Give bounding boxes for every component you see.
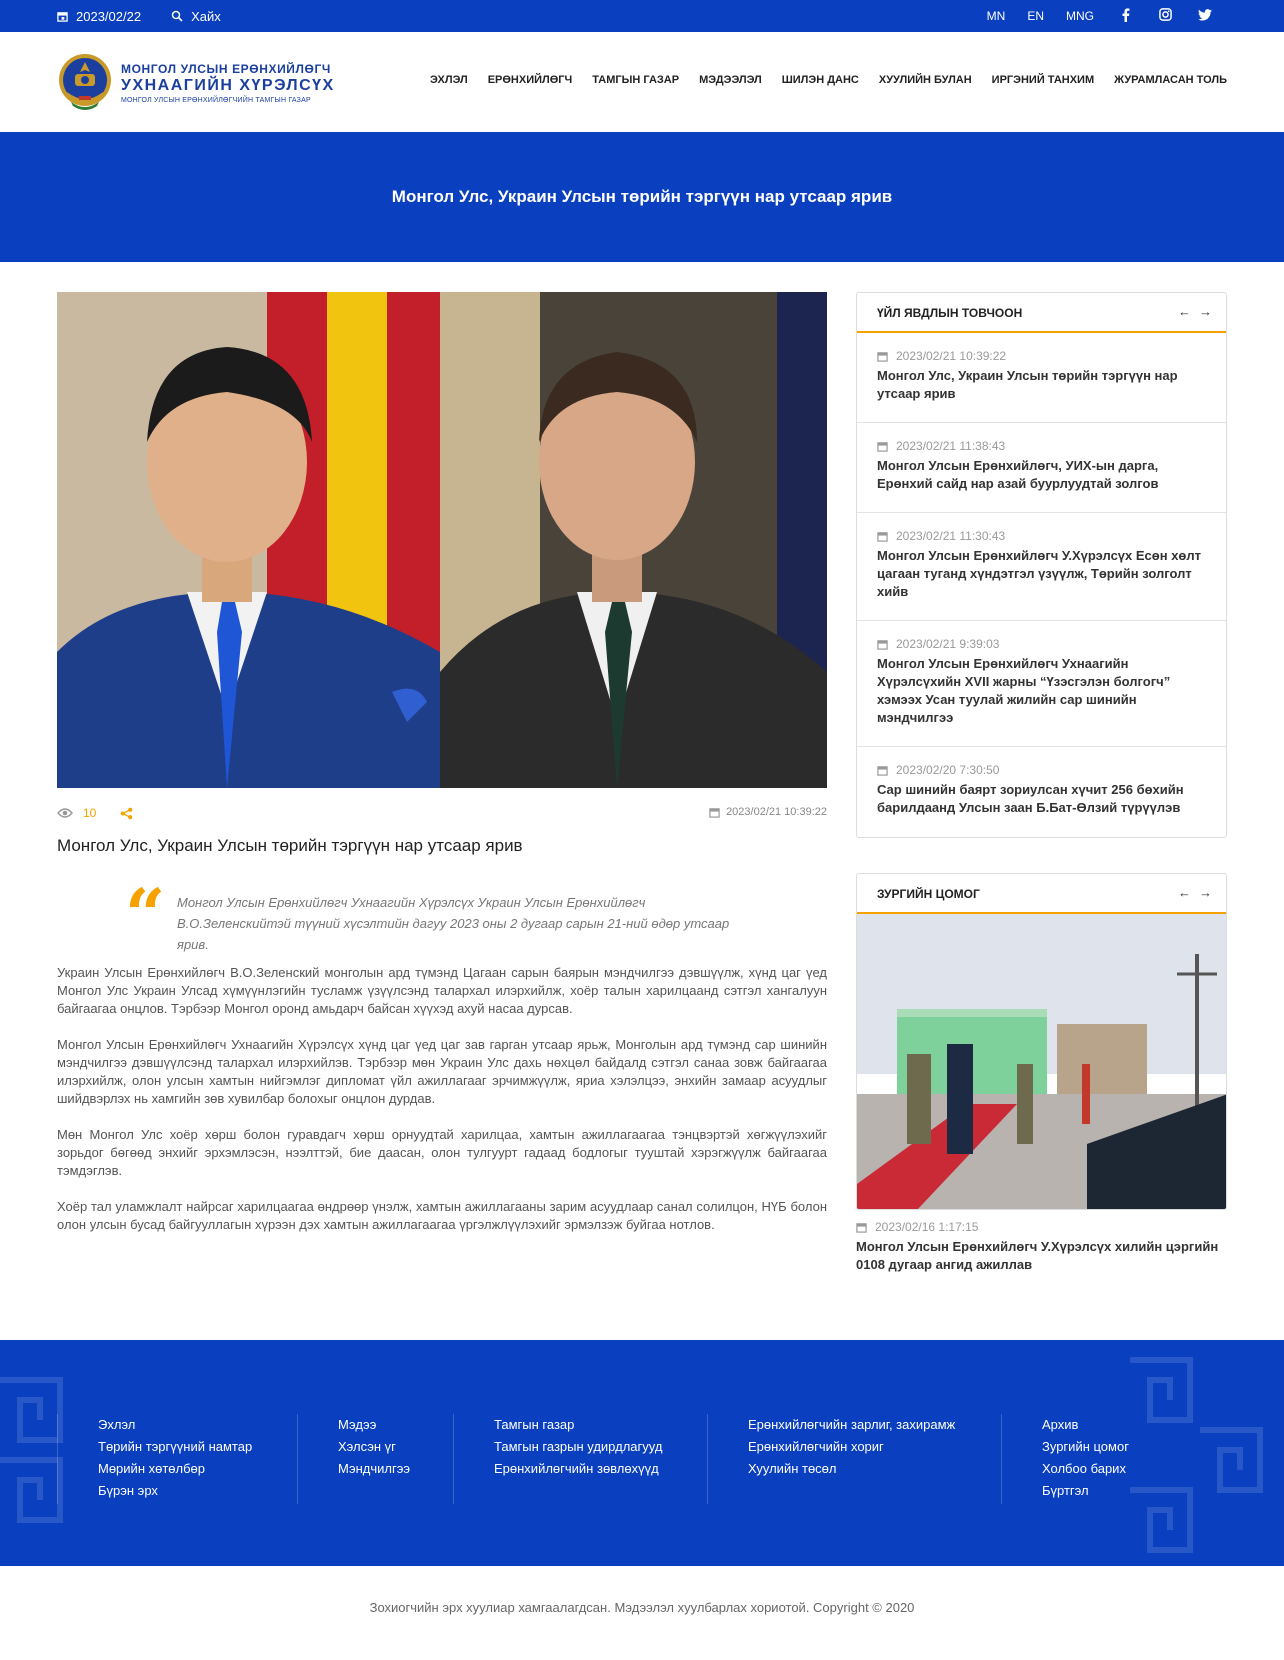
- calendar-icon: [877, 441, 888, 452]
- news-date: 2023/02/20 7:30:50: [896, 763, 1000, 777]
- news-date: 2023/02/21 9:39:03: [896, 637, 1000, 651]
- search-link[interactable]: [171, 9, 221, 24]
- news-date: 2023/02/21 11:30:43: [896, 529, 1006, 543]
- footer-link[interactable]: Холбоо барих: [1042, 1461, 1126, 1476]
- arrow-right-icon[interactable]: →: [1199, 885, 1212, 900]
- gallery-panel: [856, 873, 1227, 1210]
- footer-link[interactable]: Ерөнхийлөгчийн хориг: [748, 1439, 884, 1454]
- date-text: 2023/02/22: [76, 8, 142, 24]
- news-item[interactable]: [857, 423, 1226, 513]
- news-item[interactable]: [857, 747, 1226, 835]
- news-title[interactable]: Монгол Улсын Ерөнхийлөгч У.Хүрэлсүх Есөн хөлт цагаан туганд хүндэтгэл үзүүлж, Төрийн золголт хийв: [877, 548, 1201, 599]
- footer-link[interactable]: Архив: [1042, 1417, 1079, 1432]
- nav-citizens[interactable]: ИРГЭНИЙ ТАНХИМ: [991, 74, 1095, 86]
- calendar-icon: [57, 11, 68, 22]
- footer-link[interactable]: Бүрэн эрх: [98, 1483, 158, 1498]
- footer-link[interactable]: Эхлэл: [98, 1417, 136, 1432]
- news-item[interactable]: [857, 513, 1226, 621]
- gallery-date: 2023/02/16 1:17:15: [875, 1220, 979, 1234]
- calendar-icon: [856, 1222, 867, 1233]
- nav-news[interactable]: МЭДЭЭЛЭЛ: [699, 74, 762, 86]
- footer-link[interactable]: Тамгын газар: [494, 1417, 575, 1432]
- article-paragraph: Хоёр тал уламжлалт найрсаг харилцаагаа өндрөөр үнэлж, хамтын ажиллагааны зарим асуудлаар санал солилцон, НҮБ болон олон улсын бусад байгууллагын хүрээн дэх хамтын ажиллагаагаа үргэлжлүүлэхийг эрмэлзэж буйгаа нотлов.: [57, 1199, 827, 1232]
- footer-col-5: [1001, 1414, 1129, 1504]
- footer-col-4: [707, 1414, 955, 1504]
- hero-banner: [0, 132, 1284, 262]
- article-title: Монгол Улс, Украин Улсын төрийн тэргүүн нар утсаар ярив: [57, 836, 523, 855]
- footer-col-1: [57, 1414, 252, 1504]
- hero-title: Монгол Улс, Украин Улсын төрийн тэргүүн нар утсаар ярив: [391, 187, 893, 206]
- article-paragraph: Мөн Монгол Улс хоёр хөрш болон гуравдагч хөрш орнуудтай харилцаа, хамтын ажиллагаагаа тэнцвэртэй хөгжүүлэхийг зорьдог бөгөөд энхийг эрхэмлэсэн, нээлттэй, бие даасан, олон тулгуурт гадаад бодлогыг тууштай хэрэгжүүлж байгаагаа тэмдэглэв.: [57, 1127, 827, 1178]
- news-title[interactable]: Монгол Улсын Ерөнхийлөгч, УИХ-ын дарга, Ерөнхий сайд нар азай буурлуудтай золгов: [877, 458, 1159, 491]
- share-icon[interactable]: [120, 807, 133, 820]
- news-item[interactable]: [857, 621, 1226, 747]
- twitter-icon[interactable]: [1196, 9, 1214, 24]
- gallery-panel-title: ЗУРГИЙН ЦОМОГ: [877, 887, 980, 901]
- news-item[interactable]: [857, 333, 1226, 423]
- footer-link[interactable]: Мэндчилгээ: [338, 1461, 411, 1476]
- article-paragraph: Монгол Улсын Ерөнхийлөгч Ухнаагийн Хүрэлсүх хүнд цаг үед цаг зав гарган утсаар ярьж, Монголын ард түмэнд сар шинийн мэндчилгээ дэвшүүлсэнд талархал илэрхийлэв. Тэрбээр мөн Украин Улс дахь нөхцөл байдалд сэтгэл санаа зовж байгаагаа илэрхийлж, олон улсын хамтын нийгэмлэг дипломат үйл ажиллагааг эрчимжүүлж, яриа хэлэлцээ, энхийн замаар асуудлыг шийдвэрлэх нь хамгийн зөв хувилбар болохыг онцлон дурдав.: [57, 1037, 827, 1106]
- current-date: [57, 9, 141, 24]
- gallery-photo[interactable]: [857, 914, 1227, 1210]
- footer-link[interactable]: Мэдээ: [338, 1417, 377, 1432]
- calendar-icon: [877, 765, 888, 776]
- eye-icon: [57, 807, 73, 819]
- arrow-left-icon[interactable]: ←: [1178, 304, 1191, 319]
- arrow-left-icon[interactable]: ←: [1178, 885, 1191, 900]
- logo-line1: МОНГОЛ УЛСЫН ЕРӨНХИЙЛӨГЧ: [121, 62, 331, 76]
- article-meta: [57, 806, 827, 822]
- news-date: 2023/02/21 11:38:43: [896, 439, 1006, 453]
- calendar-icon: [877, 639, 888, 650]
- footer-col-2: [297, 1414, 410, 1504]
- gallery-title[interactable]: Монгол Улсын Ерөнхийлөгч У.Хүрэлсүх хилийн цэргийн 0108 дугаар ангид ажиллав: [856, 1239, 1219, 1272]
- footer-link[interactable]: Ерөнхийлөгчийн зарлиг, захирамж: [748, 1417, 956, 1432]
- top-bar: [0, 0, 1284, 32]
- calendar-icon: [877, 531, 888, 542]
- nav-office[interactable]: ТАМГЫН ГАЗАР: [592, 74, 680, 86]
- calendar-icon: [709, 807, 720, 818]
- quote-icon: “: [125, 873, 166, 956]
- article-body: [57, 964, 827, 1252]
- lang-mng[interactable]: MNG: [1066, 9, 1094, 23]
- footer-link[interactable]: Төрийн тэргүүний намтар: [98, 1439, 253, 1454]
- instagram-icon[interactable]: [1156, 8, 1174, 24]
- footer-link[interactable]: Хуулийн төсөл: [748, 1461, 837, 1476]
- quote-text: Монгол Улсын Ерөнхийлөгч Ухнаагийн Хүрэлсүх Украин Улсын Ерөнхийлөгч В.О.Зеленскийтэй түүний хүсэлтийн дагуу 2023 оны 2 дугаар сарын 21-ний өдөр утсаар ярив.: [177, 895, 730, 952]
- search-label: Хайх: [191, 8, 221, 24]
- footer-link[interactable]: Бүртгэл: [1042, 1483, 1089, 1498]
- calendar-icon: [877, 351, 888, 362]
- site-header: [0, 32, 1284, 132]
- news-title[interactable]: Монгол Улс, Украин Улсын төрийн тэргүүн нар утсаар ярив: [877, 368, 1178, 401]
- nav-president[interactable]: ЕРӨНХИЙЛӨГЧ: [487, 74, 573, 86]
- nav-legal[interactable]: ХУУЛИЙН БУЛАН: [878, 74, 972, 86]
- lang-mn[interactable]: MN: [986, 9, 1006, 23]
- gallery-meta: [856, 1220, 978, 1234]
- nav-glossary[interactable]: ЖУРАМЛАСАН ТОЛЬ: [1114, 74, 1227, 86]
- article-photo: [57, 292, 827, 788]
- news-title[interactable]: Монгол Улсын Ерөнхийлөгч Ухнаагийн Хүрэлсүхийн XVII жарны “Үзэсгэлэн болгогч” хэмээх Усан туулай жилийн сар шинийн мэндчилгээ: [877, 656, 1171, 725]
- view-count: 10: [83, 806, 97, 820]
- facebook-icon[interactable]: [1116, 8, 1134, 25]
- nav-home[interactable]: ЭХЛЭЛ: [429, 74, 468, 86]
- logo-line2: УХНААГИЙН ХҮРЭЛСҮХ: [121, 77, 335, 94]
- site-logo[interactable]: [57, 52, 335, 114]
- footer-link[interactable]: Хэлсэн үг: [338, 1439, 396, 1454]
- state-emblem-icon: [57, 52, 113, 114]
- article-paragraph: Украин Улсын Ерөнхийлөгч В.О.Зеленский монголын ард түмэнд Цагаан сарын баярын мэндчилгээ дэвшүүлж, хүнд цаг үед Монгол Улс Украин Улсад хүмүүнлэгийн тусламж үзүүлсэнд талархал илэрхийлж, хоёр талын харилцаанд сэтгэл хангалуун байгаагаа онцлов. Тэрбээр Монгол оронд амьдарч байсан хүүхэд ахуй насаа дурсав.: [57, 965, 827, 1016]
- footer-col-3: [453, 1414, 662, 1504]
- main-nav: [430, 74, 1227, 86]
- arrow-right-icon[interactable]: →: [1199, 304, 1212, 319]
- footer-link[interactable]: Зургийн цомог: [1042, 1439, 1129, 1454]
- footer-link[interactable]: Ерөнхийлөгчийн зөвлөхүүд: [494, 1461, 659, 1476]
- logo-line3: МОНГОЛ УЛСЫН ЕРӨНХИЙЛӨГЧИЙН ТАМГЫН ГАЗАР: [121, 97, 311, 104]
- news-panel: [856, 292, 1227, 838]
- article-date: 2023/02/21 10:39:22: [726, 806, 827, 818]
- news-title[interactable]: Сар шинийн баярт зориулсан хүчит 256 бөхийн барилдаанд Улсын заан Б.Бат-Өлзий түрүүлэв: [877, 782, 1184, 815]
- footer-link[interactable]: Тамгын газрын удирдлагууд: [494, 1439, 663, 1454]
- copyright-text: Зохиогчийн эрх хуулиар хамгаалагдсан. Мэдээлэл хуулбарлах хориотой. Copyright © 2020: [369, 1600, 915, 1615]
- search-icon: [171, 10, 183, 22]
- footer-link[interactable]: Мөрийн хөтөлбөр: [98, 1461, 206, 1476]
- news-panel-title: ҮЙЛ ЯВДЛЫН ТОВЧООН: [877, 306, 1023, 320]
- news-date: 2023/02/21 10:39:22: [896, 349, 1007, 363]
- nav-transparency[interactable]: ШИЛЭН ДАНС: [781, 74, 859, 86]
- site-footer: [0, 1340, 1284, 1566]
- lang-en[interactable]: EN: [1027, 9, 1044, 23]
